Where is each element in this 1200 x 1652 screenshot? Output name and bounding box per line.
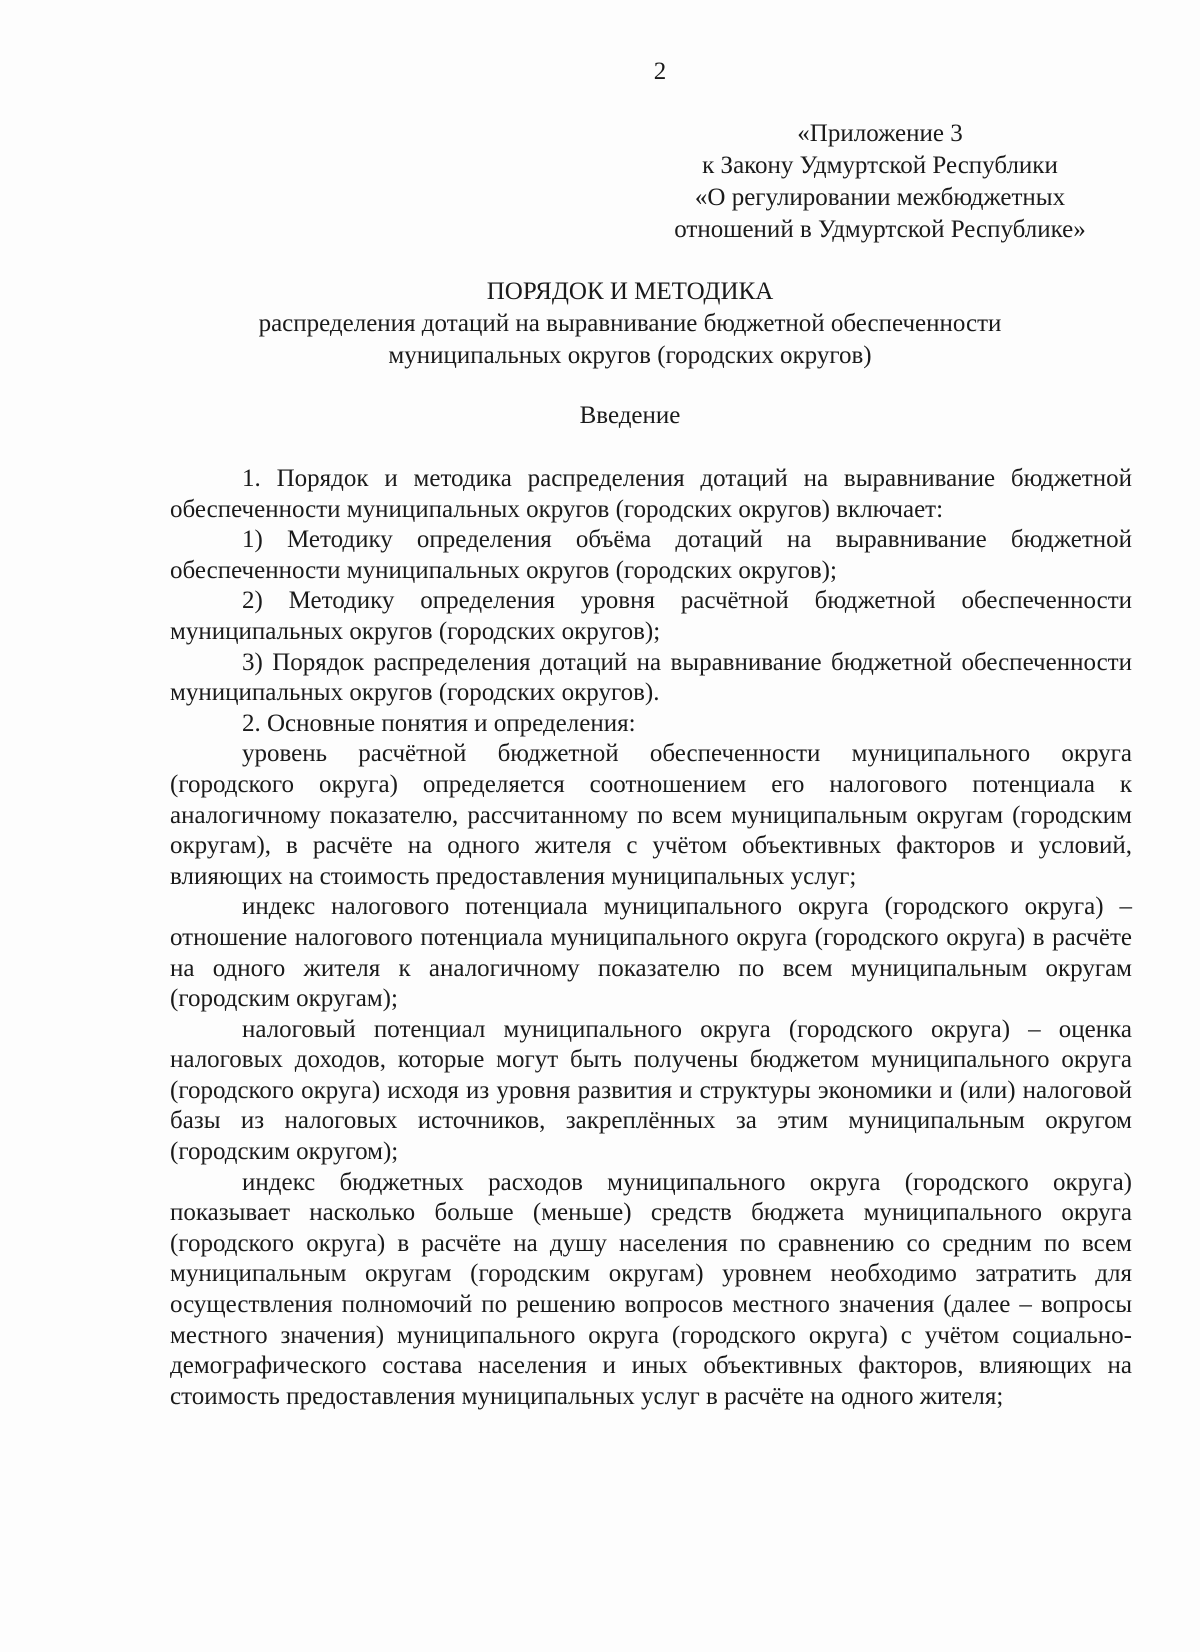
- paragraph-item-2: 2) Методику определения уровня расчётной бюджетной обеспеченности муниципальных округов (городских округов);: [170, 587, 1132, 645]
- body-text: [170, 464, 1132, 1412]
- definition-calculated-budget-sufficiency: уровень расчётной бюджетной обеспеченности муниципального округа (городского округа) определяется соотношением его налогового потенциала к аналогичному показателю, рассчитанному по всем муниципальным округам (городским округам), в расчёте на одного жителя с учётом объективных факторов и условий, влияющих на стоимость предоставления муниципальных услуг;: [170, 740, 1132, 890]
- paragraph-item-3: 3) Порядок распределения дотаций на выравнивание бюджетной обеспеченности муниципальных округов (городских округов).: [170, 648, 1132, 707]
- paragraph-1: 1. Порядок и методика распределения дотаций на выравнивание бюджетной обеспеченности муниципальных округов (городских округов) включает:: [170, 465, 1132, 523]
- section-title: Введение: [579, 402, 681, 429]
- title-main: ПОРЯДОК И МЕТОДИКА: [486, 278, 774, 305]
- document-title: [180, 276, 1080, 372]
- appendix-line-4: отношений в Удмуртской Республике»: [674, 216, 1086, 243]
- definition-tax-potential-index: индекс налогового потенциала муниципального округа (городского округа) – отношение налогового потенциала муниципального округа (городского округа) в расчёте на одного жителя к аналогичному показателю по всем муниципальным округам (городским округам);: [170, 893, 1132, 1013]
- paragraph-2: 2. Основные понятия и определения:: [242, 709, 636, 737]
- appendix-header: [600, 118, 1160, 246]
- appendix-line-2: к Закону Удмуртской Республики: [702, 152, 1058, 179]
- paragraph-item-1: 1) Методику определения объёма дотаций на выравнивание бюджетной обеспеченности муниципальных округов (городских округов);: [170, 526, 1132, 584]
- appendix-line-3: «О регулировании межбюджетных: [694, 184, 1066, 211]
- appendix-line-1: «Приложение 3: [797, 120, 963, 147]
- title-subtitle-line-2: муниципальных округов (городских округов): [388, 342, 872, 369]
- title-subtitle-line-1: распределения дотаций на выравнивание бюджетной обеспеченности: [258, 310, 1002, 337]
- definition-budget-expenditure-index: индекс бюджетных расходов муниципального округа (городского округа) показывает насколько больше (меньше) средств бюджета муниципального округа (городского округа) в расчёте на душу населения по сравнению со средним по всем муниципальным округам (городским округам) уровнем необходимо затратить для осуществления полномочий по решению вопросов местного значения (далее – вопросы местного значения) муниципального округа (городского округа) с учётом социально-демографического состава населения и иных объективных факторов, влияющих на стоимость предоставления муниципальных услуг в расчёте на одного жителя;: [170, 1168, 1132, 1410]
- page-number: 2: [653, 58, 667, 85]
- definition-tax-potential: налоговый потенциал муниципального округа (городского округа) – оценка налоговых доходов, которые могут быть получены бюджетом муниципального округа (городского округа) исходя из уровня развития и структуры экономики и (или) налоговой базы из налоговых источников, закреплённых за этим муниципальным округом (городским округом);: [170, 1015, 1132, 1166]
